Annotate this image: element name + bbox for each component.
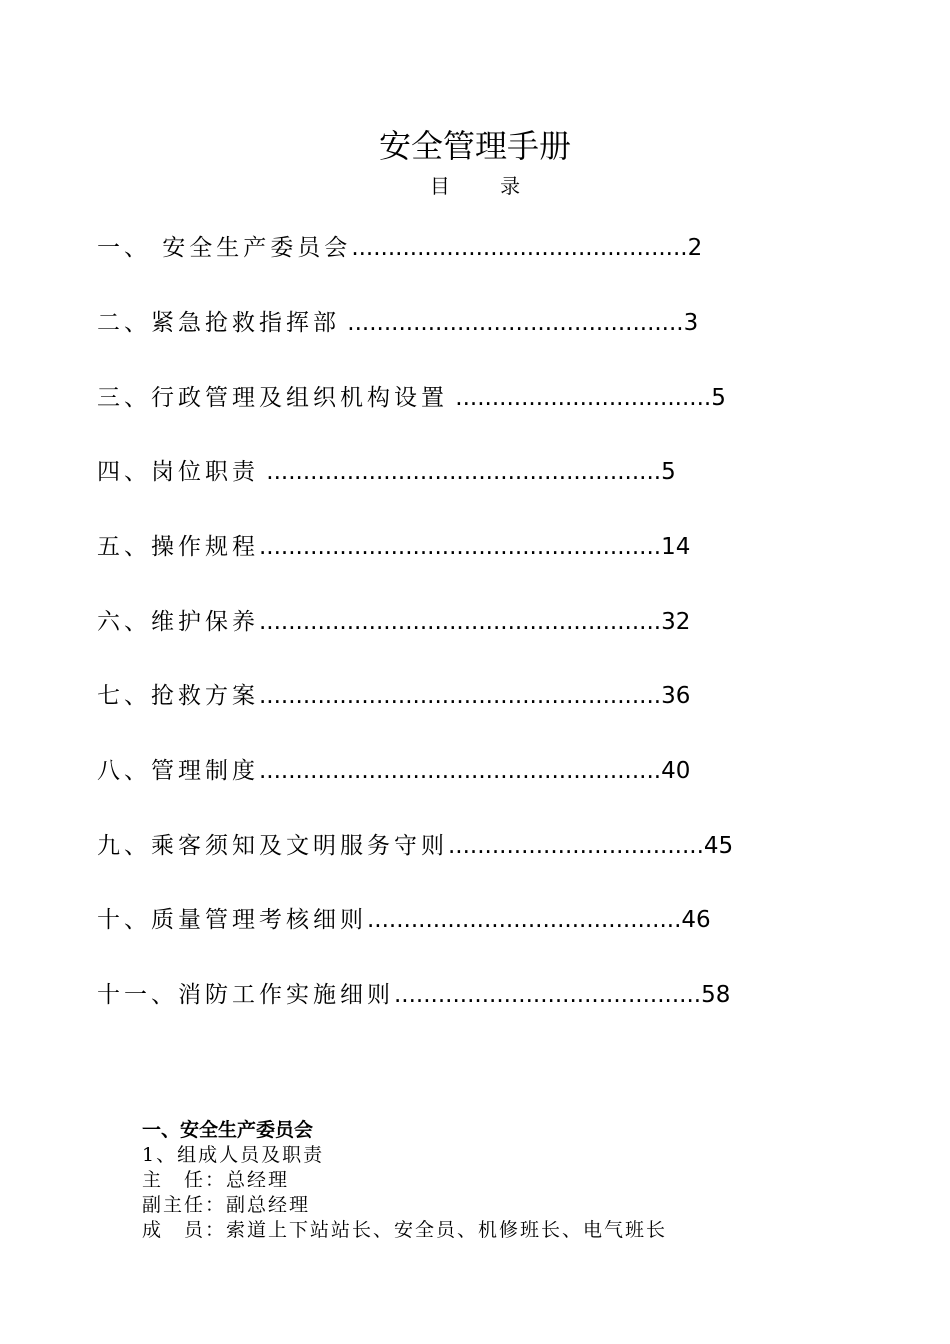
toc-entry-leader: .......................................................: [259, 683, 662, 709]
section-heading: 一、安全生产委员会: [142, 1119, 314, 1141]
toc-entry-leader: ...................................: [448, 833, 704, 859]
toc-entry-label: 五、操作规程: [97, 534, 259, 560]
toc-entry-label: 十、质量管理考核细则: [97, 907, 367, 933]
toc-entry-leader: ...................................: [448, 385, 712, 411]
toc-entry-page: 5: [661, 459, 676, 485]
toc-entry-page: 45: [703, 833, 734, 859]
document-title: 安全管理手册: [378, 127, 571, 165]
toc-entry-label: 三、行政管理及组织机构设置: [97, 385, 448, 411]
toc-entry[interactable]: [97, 979, 730, 1011]
toc-entry-label: 十一、消防工作实施细则: [97, 982, 394, 1008]
toc-entry[interactable]: [97, 307, 698, 339]
toc-entry-page: 58: [701, 982, 731, 1008]
toc-entry-leader: .......................................................: [259, 534, 662, 560]
toc-entry[interactable]: [97, 382, 726, 414]
toc-entry-page: 40: [661, 758, 691, 784]
toc-entry-page: 14: [661, 534, 691, 560]
toc-entry-label: 九、乘客须知及文明服务守则: [97, 833, 448, 859]
toc-entry-label: 一、 安全生产委员会: [97, 235, 352, 261]
toc-entry[interactable]: [97, 531, 690, 563]
toc-entry-label: 七、抢救方案: [97, 683, 259, 709]
section-committee: [142, 1118, 667, 1243]
toc-entry-leader: ..............................................: [351, 235, 688, 261]
toc-entry[interactable]: [97, 456, 676, 488]
toc-entry[interactable]: [97, 904, 711, 936]
toc-entry-leader: ......................................................: [259, 459, 662, 485]
toc-entry-leader: ..............................................: [340, 310, 684, 336]
section-line-deputy-director: 副主任：副总经理: [142, 1194, 311, 1216]
toc-entry[interactable]: [97, 680, 690, 712]
toc-entry[interactable]: [97, 606, 690, 638]
toc-entry-leader: .......................................................: [259, 609, 662, 635]
toc-entry-page: 5: [711, 385, 726, 411]
toc-entry[interactable]: [97, 830, 733, 862]
toc-entry-page: 3: [683, 310, 699, 336]
toc-heading: 目 录: [429, 174, 543, 198]
toc-entry[interactable]: [97, 755, 690, 787]
toc-entry-page: 46: [681, 907, 711, 933]
toc-entry-page: 2: [687, 235, 703, 261]
section-line-members: 成 员：索道上下站站长、安全员、机修班长、电气班长: [142, 1219, 668, 1241]
toc-entry-leader: ..........................................: [394, 982, 702, 1008]
toc-entry-label: 二、紧急抢救指挥部: [97, 310, 340, 336]
toc-entry-page: 32: [661, 609, 691, 635]
toc-entry[interactable]: [97, 232, 702, 264]
toc-entry-leader: ...........................................: [367, 907, 682, 933]
toc-entry-label: 六、维护保养: [97, 609, 259, 635]
section-line-director: 主 任：总经理: [142, 1169, 290, 1191]
toc-entry-leader: .......................................................: [259, 758, 662, 784]
section-subheading: 1、组成人员及职责: [142, 1144, 325, 1166]
toc-entry-page: 36: [661, 683, 691, 709]
toc-entry-label: 八、管理制度: [97, 758, 259, 784]
toc-entry-label: 四、岗位职责: [97, 459, 259, 485]
